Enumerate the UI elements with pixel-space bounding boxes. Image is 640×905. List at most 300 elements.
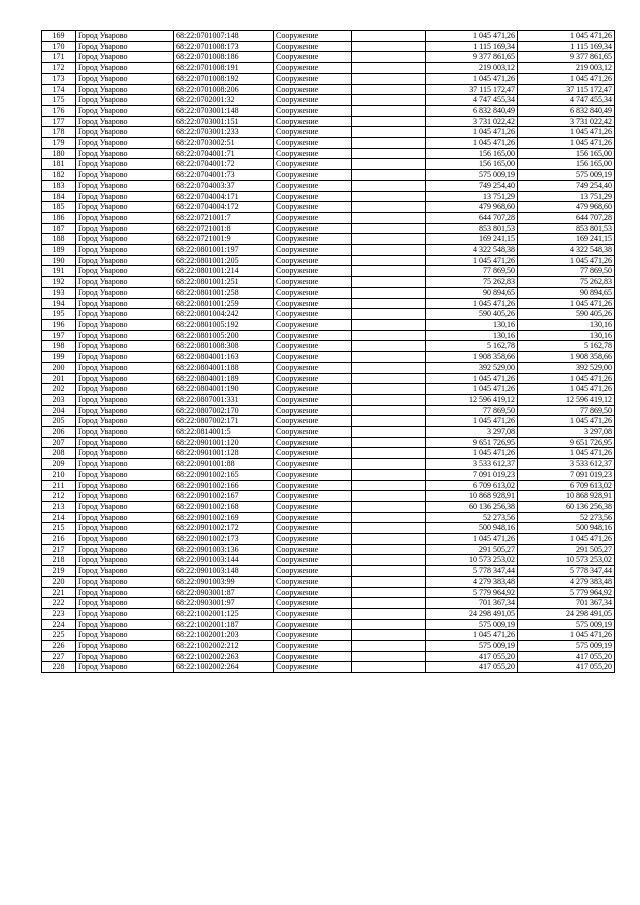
cell-row-number: 196 xyxy=(42,319,76,330)
cell-value-2: 392 529,00 xyxy=(518,362,615,373)
cell-row-number: 175 xyxy=(42,95,76,106)
table-row xyxy=(42,534,615,545)
table-row xyxy=(42,416,615,427)
cell-cadastral-number: 68:22:0701008:191 xyxy=(174,63,274,74)
cell-object-type: Сооружение xyxy=(274,223,352,234)
cell-empty xyxy=(352,255,426,266)
cell-value-2: 4 322 548,38 xyxy=(518,245,615,256)
cell-cadastral-number: 68:22:0721001:9 xyxy=(174,234,274,245)
cell-cadastral-number: 68:22:0901002:165 xyxy=(174,469,274,480)
cell-cadastral-number: 68:22:0801001:251 xyxy=(174,277,274,288)
cell-empty xyxy=(352,266,426,277)
cell-object-type: Сооружение xyxy=(274,405,352,416)
cell-locality: Город Уварово xyxy=(76,52,174,63)
cell-cadastral-number: 68:22:0801001:197 xyxy=(174,245,274,256)
cell-value-1: 3 533 612,37 xyxy=(426,459,518,470)
cell-object-type: Сооружение xyxy=(274,384,352,395)
cell-object-type: Сооружение xyxy=(274,298,352,309)
table-row xyxy=(42,31,615,42)
cell-empty xyxy=(352,598,426,609)
cell-cadastral-number: 68:22:0814001:5 xyxy=(174,427,274,438)
cell-object-type: Сооружение xyxy=(274,341,352,352)
cell-empty xyxy=(352,662,426,673)
cell-value-1: 853 801,53 xyxy=(426,223,518,234)
cell-locality: Город Уварово xyxy=(76,352,174,363)
cell-cadastral-number: 68:22:0901001:88 xyxy=(174,459,274,470)
cell-empty xyxy=(352,352,426,363)
cell-value-1: 4 279 383,48 xyxy=(426,576,518,587)
cell-empty xyxy=(352,619,426,630)
cell-empty xyxy=(352,480,426,491)
cell-locality: Город Уварово xyxy=(76,116,174,127)
table-row xyxy=(42,191,615,202)
cell-row-number: 206 xyxy=(42,427,76,438)
cell-row-number: 187 xyxy=(42,223,76,234)
table-row xyxy=(42,619,615,630)
cell-cadastral-number: 68:22:0901003:144 xyxy=(174,555,274,566)
cell-cadastral-number: 68:22:0721001:7 xyxy=(174,212,274,223)
table-row xyxy=(42,598,615,609)
cell-value-1: 1 045 471,26 xyxy=(426,630,518,641)
cell-empty xyxy=(352,95,426,106)
cell-row-number: 200 xyxy=(42,362,76,373)
cell-row-number: 219 xyxy=(42,566,76,577)
cell-empty xyxy=(352,341,426,352)
cell-value-2: 701 367,34 xyxy=(518,598,615,609)
cell-cadastral-number: 68:22:0704001:73 xyxy=(174,170,274,181)
table-row xyxy=(42,459,615,470)
cell-row-number: 170 xyxy=(42,41,76,52)
cell-row-number: 190 xyxy=(42,255,76,266)
cell-locality: Город Уварово xyxy=(76,212,174,223)
cell-value-1: 1 908 358,66 xyxy=(426,352,518,363)
table-row xyxy=(42,566,615,577)
table-row xyxy=(42,223,615,234)
cell-row-number: 216 xyxy=(42,534,76,545)
cell-row-number: 198 xyxy=(42,341,76,352)
cell-empty xyxy=(352,437,426,448)
cell-object-type: Сооружение xyxy=(274,576,352,587)
cell-locality: Город Уварово xyxy=(76,73,174,84)
table-row xyxy=(42,373,615,384)
cell-cadastral-number: 68:22:0903001:87 xyxy=(174,587,274,598)
cell-empty xyxy=(352,127,426,138)
cell-empty xyxy=(352,641,426,652)
cell-locality: Город Уварово xyxy=(76,448,174,459)
cell-cadastral-number: 68:22:0801005:200 xyxy=(174,330,274,341)
cell-cadastral-number: 68:22:0804001:188 xyxy=(174,362,274,373)
cell-value-1: 1 045 471,26 xyxy=(426,138,518,149)
cell-object-type: Сооружение xyxy=(274,544,352,555)
cell-locality: Город Уварово xyxy=(76,180,174,191)
cell-cadastral-number: 68:22:0801004:242 xyxy=(174,309,274,320)
cell-row-number: 169 xyxy=(42,31,76,42)
cell-value-2: 1 045 471,26 xyxy=(518,534,615,545)
table-row xyxy=(42,341,615,352)
cell-empty xyxy=(352,52,426,63)
table-row xyxy=(42,138,615,149)
cell-locality: Город Уварово xyxy=(76,148,174,159)
cell-value-1: 90 894,65 xyxy=(426,287,518,298)
cell-empty xyxy=(352,405,426,416)
cell-object-type: Сооружение xyxy=(274,373,352,384)
cell-object-type: Сооружение xyxy=(274,437,352,448)
cell-object-type: Сооружение xyxy=(274,95,352,106)
table-row xyxy=(42,298,615,309)
cell-value-2: 575 009,19 xyxy=(518,641,615,652)
cell-value-1: 13 751,29 xyxy=(426,191,518,202)
cell-value-1: 4 322 548,38 xyxy=(426,245,518,256)
cell-row-number: 215 xyxy=(42,523,76,534)
cell-locality: Город Уварово xyxy=(76,63,174,74)
cell-cadastral-number: 68:22:0807001:331 xyxy=(174,394,274,405)
cell-object-type: Сооружение xyxy=(274,212,352,223)
table-row xyxy=(42,95,615,106)
cell-object-type: Сооружение xyxy=(274,138,352,149)
cell-empty xyxy=(352,416,426,427)
cell-object-type: Сооружение xyxy=(274,63,352,74)
cell-row-number: 186 xyxy=(42,212,76,223)
cell-locality: Город Уварово xyxy=(76,512,174,523)
cell-value-1: 5 778 347,44 xyxy=(426,566,518,577)
cell-empty xyxy=(352,63,426,74)
cell-object-type: Сооружение xyxy=(274,555,352,566)
cell-value-2: 75 262,83 xyxy=(518,277,615,288)
cell-object-type: Сооружение xyxy=(274,427,352,438)
cell-value-2: 13 751,29 xyxy=(518,191,615,202)
cell-cadastral-number: 68:22:0901003:148 xyxy=(174,566,274,577)
cell-value-2: 417 055,20 xyxy=(518,662,615,673)
cell-object-type: Сооружение xyxy=(274,587,352,598)
cell-object-type: Сооружение xyxy=(274,534,352,545)
cell-object-type: Сооружение xyxy=(274,662,352,673)
cell-cadastral-number: 68:22:0901002:168 xyxy=(174,501,274,512)
table-row xyxy=(42,202,615,213)
table-row xyxy=(42,148,615,159)
cell-row-number: 228 xyxy=(42,662,76,673)
table-row xyxy=(42,480,615,491)
cell-value-1: 590 405,26 xyxy=(426,309,518,320)
cell-object-type: Сооружение xyxy=(274,287,352,298)
cell-locality: Город Уварово xyxy=(76,555,174,566)
table-body xyxy=(42,31,615,673)
cell-value-2: 1 045 471,26 xyxy=(518,127,615,138)
cell-value-2: 90 894,65 xyxy=(518,287,615,298)
cell-locality: Город Уварово xyxy=(76,31,174,42)
cell-locality: Город Уварово xyxy=(76,223,174,234)
cell-row-number: 174 xyxy=(42,84,76,95)
cell-cadastral-number: 68:22:0901002:166 xyxy=(174,480,274,491)
table-row xyxy=(42,255,615,266)
cell-value-2: 4 747 455,34 xyxy=(518,95,615,106)
cell-empty xyxy=(352,319,426,330)
cell-row-number: 201 xyxy=(42,373,76,384)
table-row xyxy=(42,587,615,598)
cell-value-1: 130,16 xyxy=(426,330,518,341)
cell-value-1: 6 832 840,49 xyxy=(426,105,518,116)
cell-value-2: 575 009,19 xyxy=(518,619,615,630)
cell-value-1: 6 709 613,02 xyxy=(426,480,518,491)
cell-value-2: 3 533 612,37 xyxy=(518,459,615,470)
table-row xyxy=(42,651,615,662)
cell-object-type: Сооружение xyxy=(274,491,352,502)
table-row xyxy=(42,469,615,480)
table-row xyxy=(42,116,615,127)
cell-value-1: 37 115 172,47 xyxy=(426,84,518,95)
cell-empty xyxy=(352,223,426,234)
table-row xyxy=(42,394,615,405)
cell-value-1: 1 045 471,26 xyxy=(426,31,518,42)
cell-row-number: 199 xyxy=(42,352,76,363)
cell-locality: Город Уварово xyxy=(76,95,174,106)
table-row xyxy=(42,330,615,341)
cell-cadastral-number: 68:22:0804001:163 xyxy=(174,352,274,363)
property-table-sheet xyxy=(41,30,614,673)
cell-empty xyxy=(352,298,426,309)
cell-locality: Город Уварово xyxy=(76,534,174,545)
cell-empty xyxy=(352,41,426,52)
cell-row-number: 211 xyxy=(42,480,76,491)
cell-locality: Город Уварово xyxy=(76,309,174,320)
cell-row-number: 182 xyxy=(42,170,76,181)
cell-empty xyxy=(352,576,426,587)
cell-row-number: 183 xyxy=(42,180,76,191)
cell-object-type: Сооружение xyxy=(274,448,352,459)
cell-cadastral-number: 68:22:0704004:171 xyxy=(174,191,274,202)
cell-cadastral-number: 68:22:0701008:173 xyxy=(174,41,274,52)
cell-value-2: 1 045 471,26 xyxy=(518,298,615,309)
cell-cadastral-number: 68:22:0901001:128 xyxy=(174,448,274,459)
cell-row-number: 179 xyxy=(42,138,76,149)
cell-empty xyxy=(352,148,426,159)
cell-object-type: Сооружение xyxy=(274,523,352,534)
cell-locality: Город Уварово xyxy=(76,245,174,256)
cell-row-number: 214 xyxy=(42,512,76,523)
cell-value-1: 1 045 471,26 xyxy=(426,298,518,309)
cell-cadastral-number: 68:22:0704001:72 xyxy=(174,159,274,170)
cell-value-1: 156 165,00 xyxy=(426,159,518,170)
cell-locality: Город Уварово xyxy=(76,427,174,438)
table-row xyxy=(42,63,615,74)
cell-locality: Город Уварово xyxy=(76,480,174,491)
cell-value-1: 500 948,16 xyxy=(426,523,518,534)
cell-empty xyxy=(352,651,426,662)
cell-empty xyxy=(352,501,426,512)
table-row xyxy=(42,630,615,641)
cell-value-1: 1 045 471,26 xyxy=(426,127,518,138)
cell-row-number: 210 xyxy=(42,469,76,480)
cell-value-1: 1 045 471,26 xyxy=(426,255,518,266)
cell-object-type: Сооружение xyxy=(274,630,352,641)
cell-row-number: 192 xyxy=(42,277,76,288)
cell-empty xyxy=(352,512,426,523)
cell-value-2: 156 165,00 xyxy=(518,159,615,170)
cell-value-2: 52 273,56 xyxy=(518,512,615,523)
cell-cadastral-number: 68:22:1002001:203 xyxy=(174,630,274,641)
cell-object-type: Сооружение xyxy=(274,319,352,330)
cell-value-1: 156 165,00 xyxy=(426,148,518,159)
cell-locality: Город Уварово xyxy=(76,608,174,619)
cell-value-1: 77 869,50 xyxy=(426,266,518,277)
cell-value-1: 130,16 xyxy=(426,319,518,330)
cell-value-2: 130,16 xyxy=(518,330,615,341)
cell-object-type: Сооружение xyxy=(274,459,352,470)
cell-object-type: Сооружение xyxy=(274,159,352,170)
table-row xyxy=(42,641,615,652)
cell-empty xyxy=(352,491,426,502)
table-row xyxy=(42,555,615,566)
cell-row-number: 181 xyxy=(42,159,76,170)
cell-cadastral-number: 68:22:0801008:308 xyxy=(174,341,274,352)
cell-object-type: Сооружение xyxy=(274,277,352,288)
cell-locality: Город Уварово xyxy=(76,459,174,470)
cell-value-1: 1 045 471,26 xyxy=(426,373,518,384)
cell-empty xyxy=(352,170,426,181)
cell-object-type: Сооружение xyxy=(274,512,352,523)
cell-row-number: 222 xyxy=(42,598,76,609)
cell-value-2: 130,16 xyxy=(518,319,615,330)
cell-empty xyxy=(352,287,426,298)
cell-value-2: 1 045 471,26 xyxy=(518,630,615,641)
cell-empty xyxy=(352,544,426,555)
cell-value-2: 5 778 347,44 xyxy=(518,566,615,577)
table-row xyxy=(42,501,615,512)
cell-value-1: 3 731 022,42 xyxy=(426,116,518,127)
cell-locality: Город Уварово xyxy=(76,501,174,512)
cell-value-1: 219 003,12 xyxy=(426,63,518,74)
cell-value-2: 500 948,16 xyxy=(518,523,615,534)
cell-object-type: Сооружение xyxy=(274,469,352,480)
cell-row-number: 195 xyxy=(42,309,76,320)
table-row xyxy=(42,309,615,320)
cell-empty xyxy=(352,180,426,191)
cell-value-1: 9 651 726,95 xyxy=(426,437,518,448)
cell-row-number: 189 xyxy=(42,245,76,256)
table-row xyxy=(42,73,615,84)
cell-value-2: 1 045 471,26 xyxy=(518,384,615,395)
cell-locality: Город Уварово xyxy=(76,330,174,341)
cell-cadastral-number: 68:22:0801001:259 xyxy=(174,298,274,309)
cell-value-1: 24 298 491,05 xyxy=(426,608,518,619)
cell-value-2: 1 908 358,66 xyxy=(518,352,615,363)
cell-object-type: Сооружение xyxy=(274,480,352,491)
cell-row-number: 212 xyxy=(42,491,76,502)
cell-value-2: 5 162,78 xyxy=(518,341,615,352)
cell-row-number: 218 xyxy=(42,555,76,566)
cell-cadastral-number: 68:22:0704001:71 xyxy=(174,148,274,159)
cell-row-number: 221 xyxy=(42,587,76,598)
cell-locality: Город Уварово xyxy=(76,362,174,373)
cell-locality: Город Уварово xyxy=(76,491,174,502)
cell-locality: Город Уварово xyxy=(76,319,174,330)
cell-value-1: 1 045 471,26 xyxy=(426,448,518,459)
cell-value-2: 575 009,19 xyxy=(518,170,615,181)
cell-locality: Город Уварово xyxy=(76,84,174,95)
cell-locality: Город Уварово xyxy=(76,138,174,149)
cell-empty xyxy=(352,427,426,438)
cell-empty xyxy=(352,373,426,384)
cell-value-1: 575 009,19 xyxy=(426,619,518,630)
cell-object-type: Сооружение xyxy=(274,41,352,52)
cell-object-type: Сооружение xyxy=(274,330,352,341)
cell-cadastral-number: 68:22:0901002:169 xyxy=(174,512,274,523)
cell-value-2: 749 254,40 xyxy=(518,180,615,191)
cell-row-number: 194 xyxy=(42,298,76,309)
cell-object-type: Сооружение xyxy=(274,52,352,63)
cell-value-2: 10 868 928,91 xyxy=(518,491,615,502)
cell-value-2: 24 298 491,05 xyxy=(518,608,615,619)
cell-value-2: 9 651 726,95 xyxy=(518,437,615,448)
cell-cadastral-number: 68:22:0703001:151 xyxy=(174,116,274,127)
cell-locality: Город Уварово xyxy=(76,416,174,427)
cell-cadastral-number: 68:22:0801001:205 xyxy=(174,255,274,266)
cell-object-type: Сооружение xyxy=(274,31,352,42)
cell-value-2: 6 832 840,49 xyxy=(518,105,615,116)
table-row xyxy=(42,180,615,191)
cell-locality: Город Уварово xyxy=(76,384,174,395)
cell-locality: Город Уварово xyxy=(76,405,174,416)
cell-cadastral-number: 68:22:0903001:97 xyxy=(174,598,274,609)
cell-value-2: 1 045 471,26 xyxy=(518,255,615,266)
cell-value-1: 749 254,40 xyxy=(426,180,518,191)
cell-cadastral-number: 68:22:0801005:192 xyxy=(174,319,274,330)
cell-value-1: 291 505,27 xyxy=(426,544,518,555)
cell-value-2: 1 045 471,26 xyxy=(518,31,615,42)
cell-empty xyxy=(352,469,426,480)
cell-row-number: 191 xyxy=(42,266,76,277)
cell-empty xyxy=(352,330,426,341)
cell-value-1: 52 273,56 xyxy=(426,512,518,523)
cell-row-number: 227 xyxy=(42,651,76,662)
table-row xyxy=(42,576,615,587)
cell-locality: Город Уварово xyxy=(76,544,174,555)
cell-object-type: Сооружение xyxy=(274,180,352,191)
table-row xyxy=(42,52,615,63)
cell-row-number: 226 xyxy=(42,641,76,652)
cell-value-1: 1 045 471,26 xyxy=(426,73,518,84)
cell-value-2: 1 045 471,26 xyxy=(518,373,615,384)
table-row xyxy=(42,608,615,619)
cell-cadastral-number: 68:22:0807002:171 xyxy=(174,416,274,427)
table-row xyxy=(42,437,615,448)
cell-value-1: 575 009,19 xyxy=(426,170,518,181)
cell-value-2: 291 505,27 xyxy=(518,544,615,555)
cell-locality: Город Уварово xyxy=(76,437,174,448)
cell-locality: Город Уварово xyxy=(76,234,174,245)
cell-row-number: 184 xyxy=(42,191,76,202)
cell-empty xyxy=(352,587,426,598)
cell-empty xyxy=(352,116,426,127)
cell-locality: Город Уварово xyxy=(76,630,174,641)
cell-object-type: Сооружение xyxy=(274,598,352,609)
cell-cadastral-number: 68:22:0701007:148 xyxy=(174,31,274,42)
cell-locality: Город Уварово xyxy=(76,127,174,138)
cell-value-2: 3 297,08 xyxy=(518,427,615,438)
cell-value-2: 4 279 383,48 xyxy=(518,576,615,587)
cell-object-type: Сооружение xyxy=(274,352,352,363)
cell-value-1: 77 869,50 xyxy=(426,405,518,416)
table-row xyxy=(42,427,615,438)
cell-object-type: Сооружение xyxy=(274,234,352,245)
cell-value-1: 169 241,15 xyxy=(426,234,518,245)
cell-locality: Город Уварово xyxy=(76,587,174,598)
cell-value-2: 1 045 471,26 xyxy=(518,416,615,427)
cell-cadastral-number: 68:22:0901002:173 xyxy=(174,534,274,545)
cell-cadastral-number: 68:22:0702001:32 xyxy=(174,95,274,106)
cell-locality: Город Уварово xyxy=(76,191,174,202)
cell-value-1: 701 367,34 xyxy=(426,598,518,609)
cell-empty xyxy=(352,234,426,245)
